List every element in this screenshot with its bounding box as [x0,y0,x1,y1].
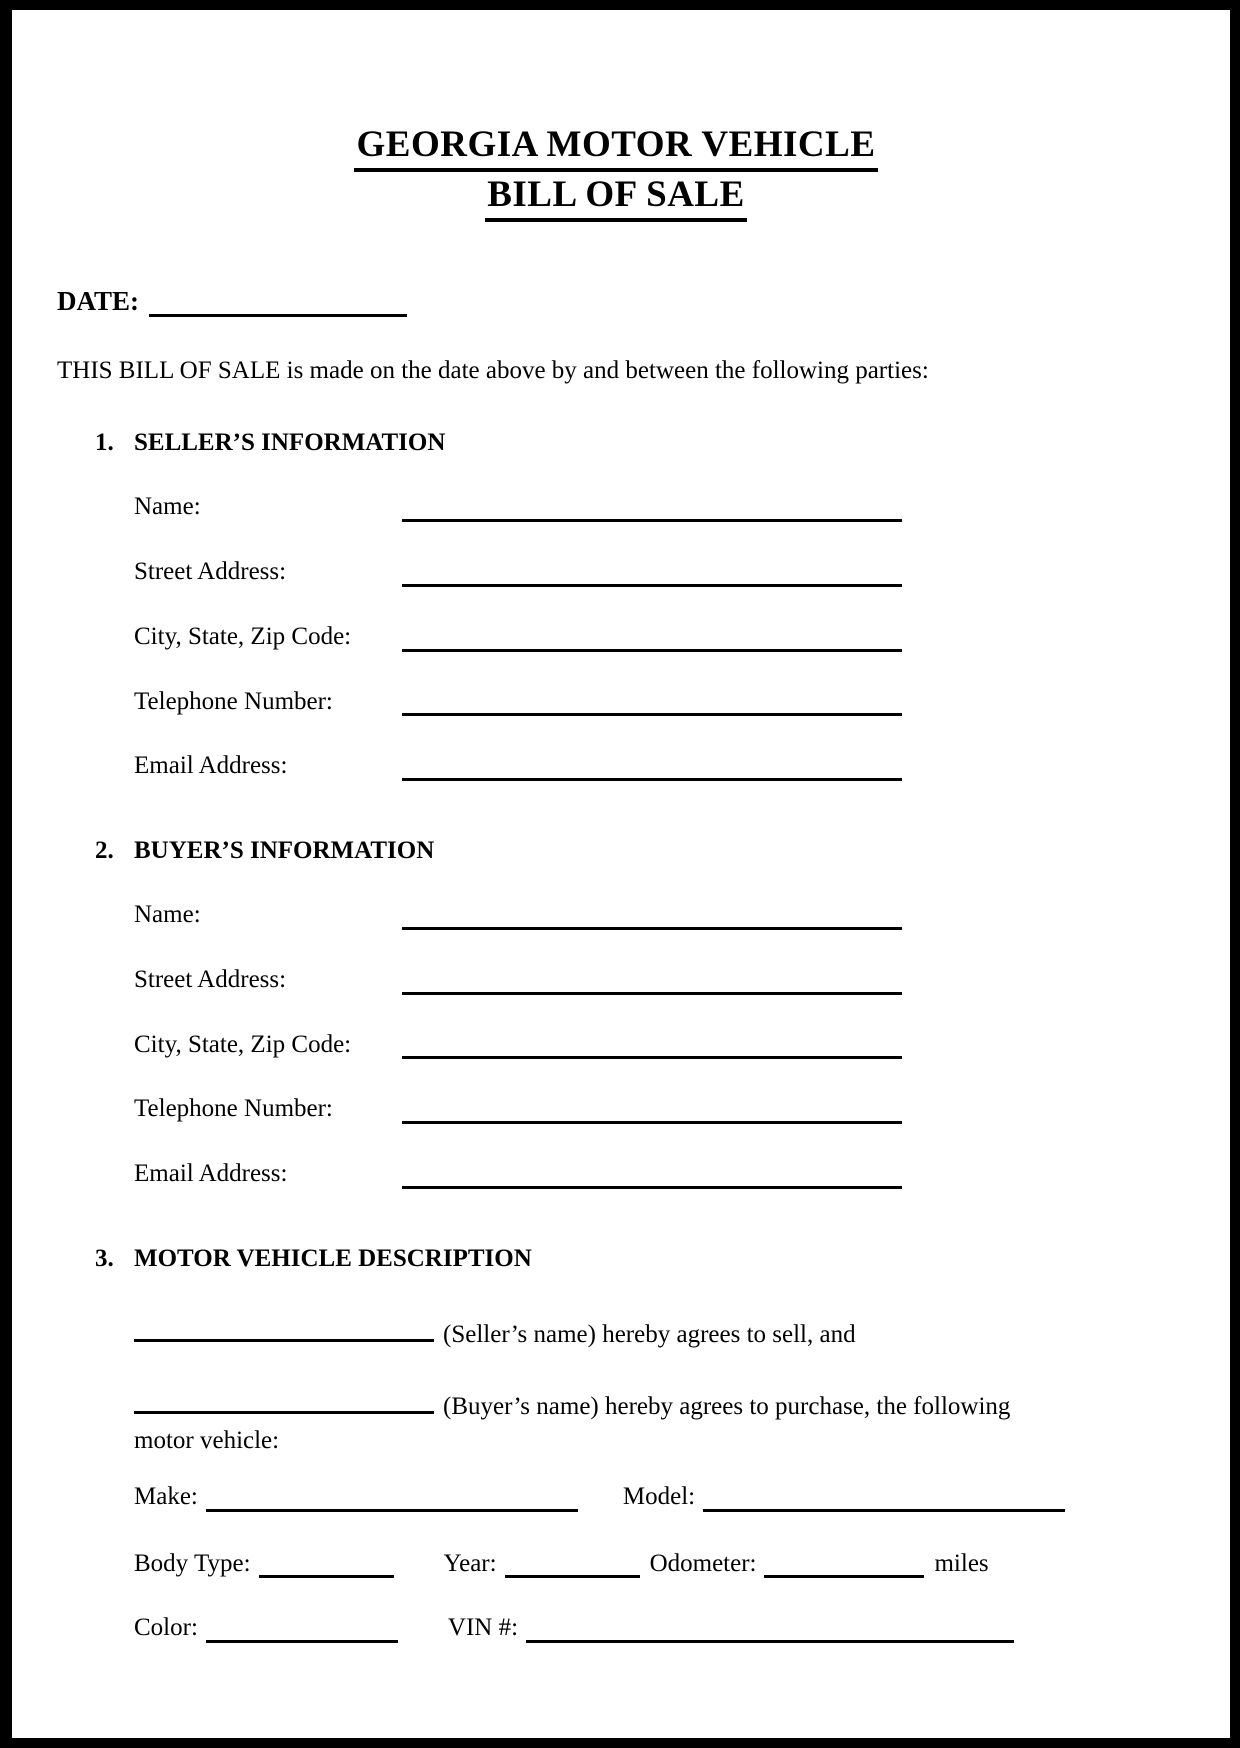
year-input-line[interactable] [505,1552,640,1578]
buyer-agreement-wrap-text: motor vehicle: [134,1426,280,1454]
seller-phone-label: Telephone Number: [134,687,333,715]
seller-phone-input-line[interactable] [402,688,902,716]
odometer-input-line[interactable] [764,1552,924,1578]
vin-input-line[interactable] [526,1617,1014,1643]
seller-city-label: City, State, Zip Code: [134,622,352,650]
buyer-name-row [134,901,1175,930]
buyer-street-label: Street Address: [134,965,287,993]
seller-street-input-line[interactable] [402,559,902,587]
seller-email-input-line[interactable] [402,753,902,781]
make-label: Make: [134,1482,198,1510]
bodytype-year-odometer-row [134,1550,1175,1579]
vin-label: VIN #: [447,1614,519,1642]
buyer-email-row [134,1160,1175,1189]
seller-name-row [134,493,1175,522]
body-type-input-line[interactable] [259,1552,394,1578]
seller-email-label: Email Address: [134,752,288,780]
seller-name-blank-line[interactable] [134,1317,434,1342]
seller-agreement-text: (Seller’s name) hereby agrees to sell, and [443,1320,856,1348]
seller-name-input-line[interactable] [402,494,902,522]
buyer-city-label: City, State, Zip Code: [134,1030,352,1058]
buyer-street-row [134,966,1175,995]
buyer-city-row [134,1031,1175,1060]
buyer-street-input-line[interactable] [402,967,902,995]
seller-name-label: Name: [134,493,201,521]
buyer-city-input-line[interactable] [402,1031,902,1059]
date-input-line[interactable] [149,284,407,317]
color-vin-row [134,1614,1175,1643]
odometer-label: Odometer: [649,1549,757,1577]
model-input-line[interactable] [703,1486,1065,1512]
section-title: BUYER’S INFORMATION [134,837,435,864]
seller-phone-row [134,688,1175,717]
date-label: DATE: [57,286,140,317]
section-heading-vehicle [57,1245,1175,1273]
page-content [12,122,1230,1748]
section-heading-buyer [57,837,1175,865]
section-title: MOTOR VEHICLE DESCRIPTION [134,1244,532,1272]
buyer-phone-row [134,1095,1175,1124]
buyer-email-label: Email Address: [134,1160,288,1187]
seller-street-label: Street Address: [134,558,287,585]
color-input-line[interactable] [206,1617,398,1643]
model-label: Model: [622,1482,696,1510]
seller-city-row [134,623,1175,652]
date-row [57,284,1175,317]
seller-city-input-line[interactable] [402,624,902,652]
buyer-phone-label: Telephone Number: [134,1095,333,1123]
section-heading-seller [57,429,1175,457]
section-title: SELLER’S INFORMATION [134,429,446,457]
seller-street-row [134,558,1175,587]
intro-paragraph: THIS BILL OF SALE is made on the date above by and between the following parties: [57,357,929,385]
buyer-name-label: Name: [134,901,201,928]
buyer-phone-input-line[interactable] [402,1096,902,1124]
make-input-line[interactable] [206,1486,578,1512]
section-number: 2. [95,837,114,864]
buyer-agreement-line [134,1389,1175,1455]
seller-agreement-line [134,1317,1175,1349]
buyer-email-input-line[interactable] [402,1161,902,1189]
buyer-agreement-text: (Buyer’s name) hereby agrees to purchase, the following [443,1392,1011,1420]
document-title [57,122,1175,222]
buyer-name-input-line[interactable] [402,902,902,930]
title-line-2: BILL OF SALE [485,172,747,222]
color-label: Color: [134,1614,198,1642]
section-number: 3. [95,1244,114,1272]
make-model-row [134,1483,1175,1512]
title-line-1: GEORGIA MOTOR VEHICLE [354,122,877,172]
seller-email-row [134,752,1175,781]
bill-of-sale-page [12,10,1230,1738]
buyer-name-blank-line[interactable] [134,1389,434,1414]
section-number: 1. [95,429,114,457]
miles-suffix: miles [934,1549,989,1577]
year-label: Year: [443,1549,497,1577]
body-type-label: Body Type: [134,1549,251,1577]
